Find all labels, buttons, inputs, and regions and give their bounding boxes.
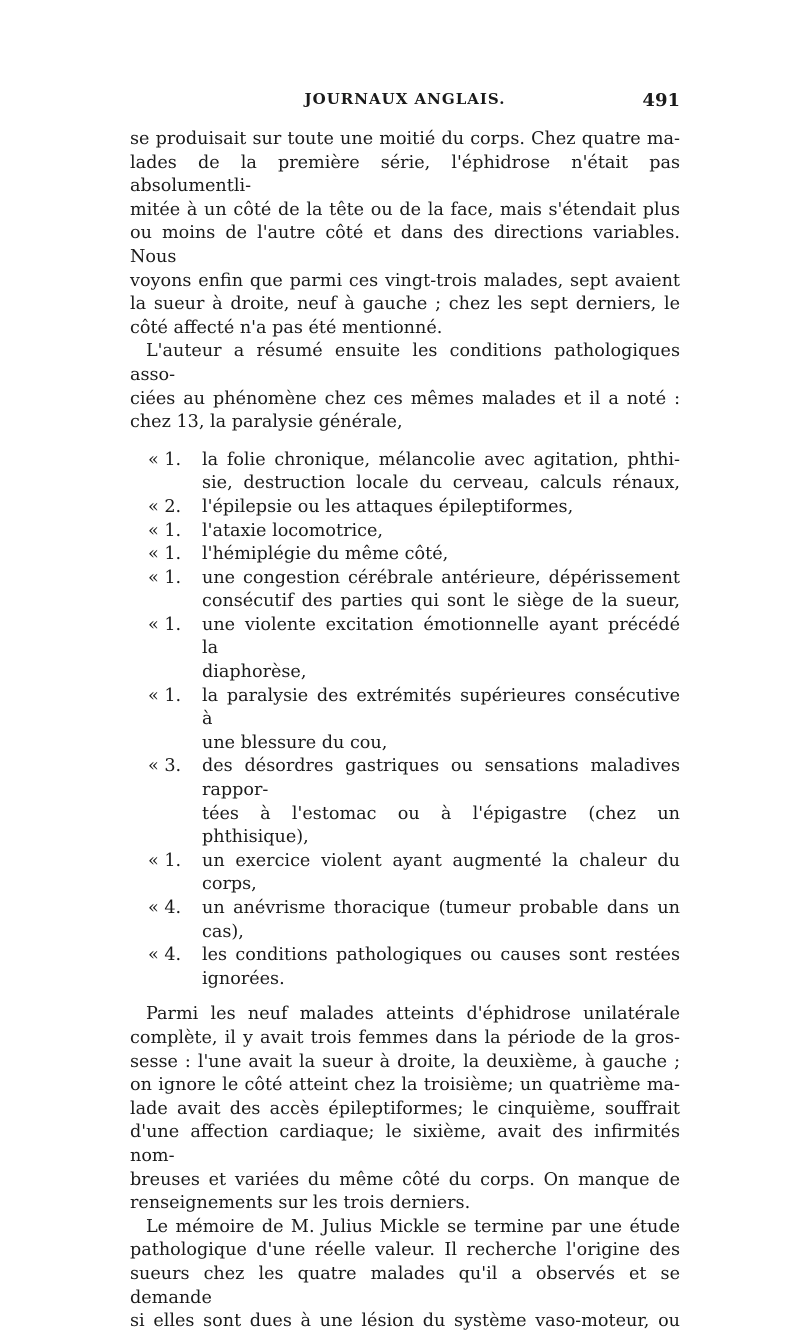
page-body xyxy=(130,128,680,1334)
page-number: 491 xyxy=(642,90,680,111)
text-line: pathologique d'une réelle valeur. Il recherche l'origine des xyxy=(130,1240,680,1261)
item-line: tées à l'estomac ou à l'épigastre (chez un phthisique), xyxy=(202,803,680,848)
item-marker: « 1. xyxy=(148,685,182,706)
item-line: une blessure du cou, xyxy=(202,732,388,753)
item-line: corps, xyxy=(202,874,257,895)
paragraph-4 xyxy=(130,1216,680,1334)
list-item xyxy=(130,755,680,849)
item-line: l'épilepsie ou les attaques épileptiformes, xyxy=(202,496,574,517)
running-title: JOURNAUX ANGLAIS. xyxy=(304,90,506,108)
text-line: ciées au phénomène chez ces mêmes malades et il a noté : xyxy=(130,388,680,409)
conditions-list xyxy=(130,449,680,992)
list-item xyxy=(130,944,680,991)
paragraph-3 xyxy=(130,1003,680,1215)
item-marker: « 1. xyxy=(148,567,182,588)
item-line: consécutif des parties qui sont le siège de la sueur, xyxy=(202,591,680,612)
text-line: on ignore le côté atteint chez la troisième; un quatrième ma- xyxy=(130,1075,680,1096)
item-marker: « 1. xyxy=(148,449,182,470)
text-line: d'une affection cardiaque; le sixième, avait des infirmités nom- xyxy=(130,1122,680,1166)
item-line: la paralysie des extrémités supérieures consécutive à xyxy=(202,685,680,730)
text-line: si elles sont dues à une lésion du système vaso-moteur, ou xyxy=(130,1311,680,1332)
item-marker: « 1. xyxy=(148,520,182,541)
item-marker: « 3. xyxy=(148,756,182,777)
item-line: un anévrisme thoracique (tumeur probable dans un xyxy=(202,898,680,918)
item-marker: « 4. xyxy=(148,945,182,966)
text-line: ou moins de l'autre côté et dans des directions variables. Nous xyxy=(130,223,680,267)
text-line: Le mémoire de M. Julius Mickle se termine par une étude xyxy=(146,1216,680,1237)
text-line: côté affecté n'a pas été mentionné. xyxy=(130,317,443,338)
list-item xyxy=(130,614,680,685)
item-marker: « 1. xyxy=(148,544,182,565)
item-line: sie, destruction locale du cerveau, calculs rénaux, xyxy=(202,473,680,494)
item-line: la folie chronique, mélancolie avec agitation, phthi- xyxy=(202,449,680,470)
text-line: la sueur à droite, neuf à gauche ; chez les sept derniers, le xyxy=(130,294,680,315)
item-marker: « 4. xyxy=(148,898,182,918)
item-marker: « 1. xyxy=(148,850,182,871)
item-line: l'hémiplégie du même côté, xyxy=(202,544,449,565)
text-line: voyons enfin que parmi ces vingt-trois malades, sept avaient xyxy=(130,270,680,291)
text-line: Parmi les neuf malades atteints d'éphidrose unilatérale xyxy=(146,1004,680,1025)
paragraph-2 xyxy=(130,340,680,434)
text-line: breuses et variées du même côté du corps. On manque de xyxy=(130,1169,680,1190)
item-line: cas), xyxy=(202,921,244,942)
text-line: lade avait des accès épileptiformes; le cinquième, souffrait xyxy=(130,1098,680,1119)
item-line: une congestion cérébrale antérieure, dépérissement xyxy=(202,567,680,588)
paragraph-1 xyxy=(130,128,680,340)
page-header xyxy=(130,90,680,116)
list-item xyxy=(130,520,680,544)
list-item xyxy=(130,496,680,520)
list-item xyxy=(130,897,680,944)
text-line: chez 13, la paralysie générale, xyxy=(130,412,403,433)
list-item xyxy=(130,567,680,614)
list-item xyxy=(130,685,680,756)
text-line: sueurs chez les quatre malades qu'il a observés et se demande xyxy=(130,1263,680,1308)
text-line: complète, il y avait trois femmes dans la période de la gros- xyxy=(130,1027,680,1048)
list-item xyxy=(130,449,680,496)
text-line: sesse : l'une avait la sueur à droite, la deuxième, à gauche ; xyxy=(130,1051,680,1072)
text-line: renseignements sur les trois derniers. xyxy=(130,1193,471,1214)
item-line: diaphorèse, xyxy=(202,662,307,683)
item-marker: « 1. xyxy=(148,614,182,635)
text-line: lades de la première série, l'éphidrose n'était pas absolumentli- xyxy=(130,152,680,197)
item-line: un exercice violent ayant augmenté la chaleur du xyxy=(202,850,680,871)
list-item xyxy=(130,543,680,567)
item-line: les conditions pathologiques ou causes sont restées xyxy=(202,945,680,966)
item-line: des désordres gastriques ou sensations maladives rappor- xyxy=(202,756,680,801)
item-line: une violente excitation émotionnelle ayant précédé la xyxy=(202,614,680,659)
text-line: se produisait sur toute une moitié du corps. Chez quatre ma- xyxy=(130,129,680,149)
item-marker: « 2. xyxy=(148,496,182,517)
item-line: ignorées. xyxy=(202,968,285,989)
item-line: l'ataxie locomotrice, xyxy=(202,520,383,541)
list-item xyxy=(130,850,680,897)
text-line: mitée à un côté de la tête ou de la face, mais s'étendait plus xyxy=(130,199,680,220)
text-line: L'auteur a résumé ensuite les conditions pathologiques asso- xyxy=(130,341,680,385)
